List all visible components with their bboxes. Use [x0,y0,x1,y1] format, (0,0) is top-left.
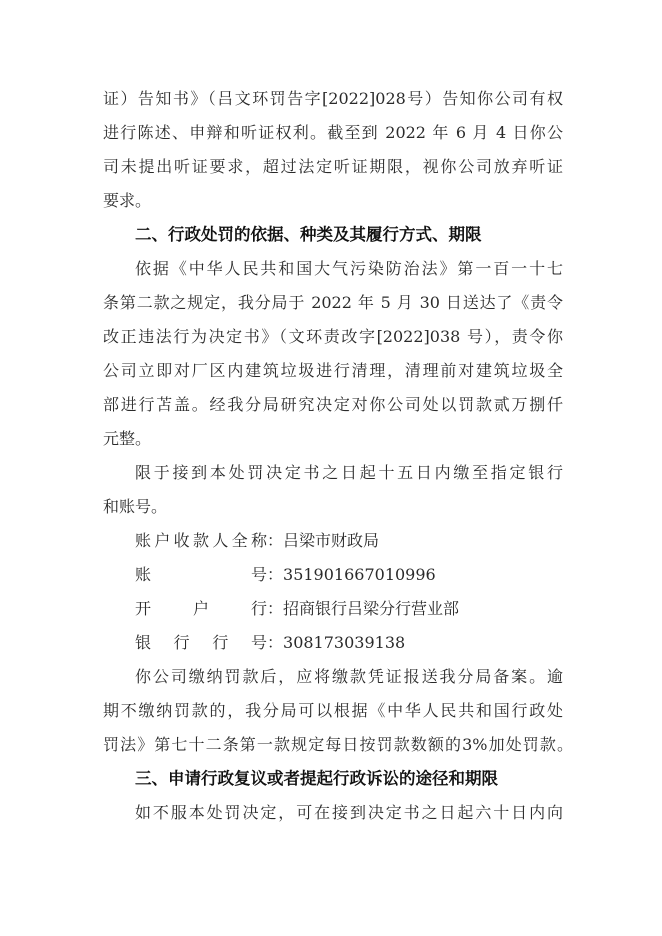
paragraph-line: 改正违法行为决定书》（文环责改字[2022]038 号），责令你 [103,327,563,346]
account-sep: ： [267,599,284,618]
account-value: 308173039138 [283,633,406,652]
account-value: 招商银行吕梁分行营业部 [283,599,460,618]
paragraph-line: 罚法》第七十二条第一款规定每日按罚款数额的3%加处罚款。 [103,735,573,754]
account-value: 吕梁市财政局 [283,531,380,550]
account-sep: ： [267,633,284,652]
paragraph-line: 期不缴纳罚款的，我分局可以根据《中华人民共和国行政处 [103,701,563,720]
account-key: 账户收款人全称 [135,531,267,550]
section-heading-3: 三、申请行政复议或者提起行政诉讼的途径和期限 [135,769,498,788]
paragraph-line: 你公司缴纳罚款后，应将缴款凭证报送我分局备案。逾 [135,667,563,686]
paragraph-line: 司未提出听证要求，超过法定听证期限，视你公司放弃听证 [103,157,563,176]
paragraph-line: 限于接到本处罚决定书之日起十五日内缴至指定银行 [135,463,563,482]
account-row-number [103,558,563,592]
paragraph-line: 部进行苫盖。经我分局研究决定对你公司处以罚款贰万捌仟 [103,395,563,414]
paragraph-line: 证）告知书》（吕文环罚告字[2022]028号）告知你公司有权 [103,89,563,108]
account-row-bank-code [103,626,563,660]
section-heading-2: 二、行政处罚的依据、种类及其履行方式、期限 [135,225,482,244]
account-key: 账号 [135,565,267,584]
document-page [103,82,573,830]
paragraph-line: 依据《中华人民共和国大气污染防治法》第一百一十七 [135,259,563,278]
paragraph-line: 要求。 [103,191,152,210]
account-value: 351901667010996 [283,565,436,584]
account-sep: ： [267,531,284,550]
account-row-bank [103,592,563,626]
paragraph-line: 和账号。 [103,497,168,516]
paragraph-line: 条第二款之规定，我分局于 2022 年 5 月 30 日送达了《责令 [103,293,563,312]
paragraph-line: 元整。 [103,429,152,448]
paragraph-line: 公司立即对厂区内建筑垃圾进行清理，清理前对建筑垃圾全 [103,361,563,380]
account-sep: ： [267,565,284,584]
account-key: 开户行 [135,599,267,618]
paragraph-line: 如不服本处罚决定，可在接到决定书之日起六十日内向 [135,803,563,822]
account-key: 银行行号 [135,633,267,652]
account-row-payee [103,524,563,558]
paragraph-line: 进行陈述、申辩和听证权利。截至到 2022 年 6 月 4 日你公 [103,123,563,142]
